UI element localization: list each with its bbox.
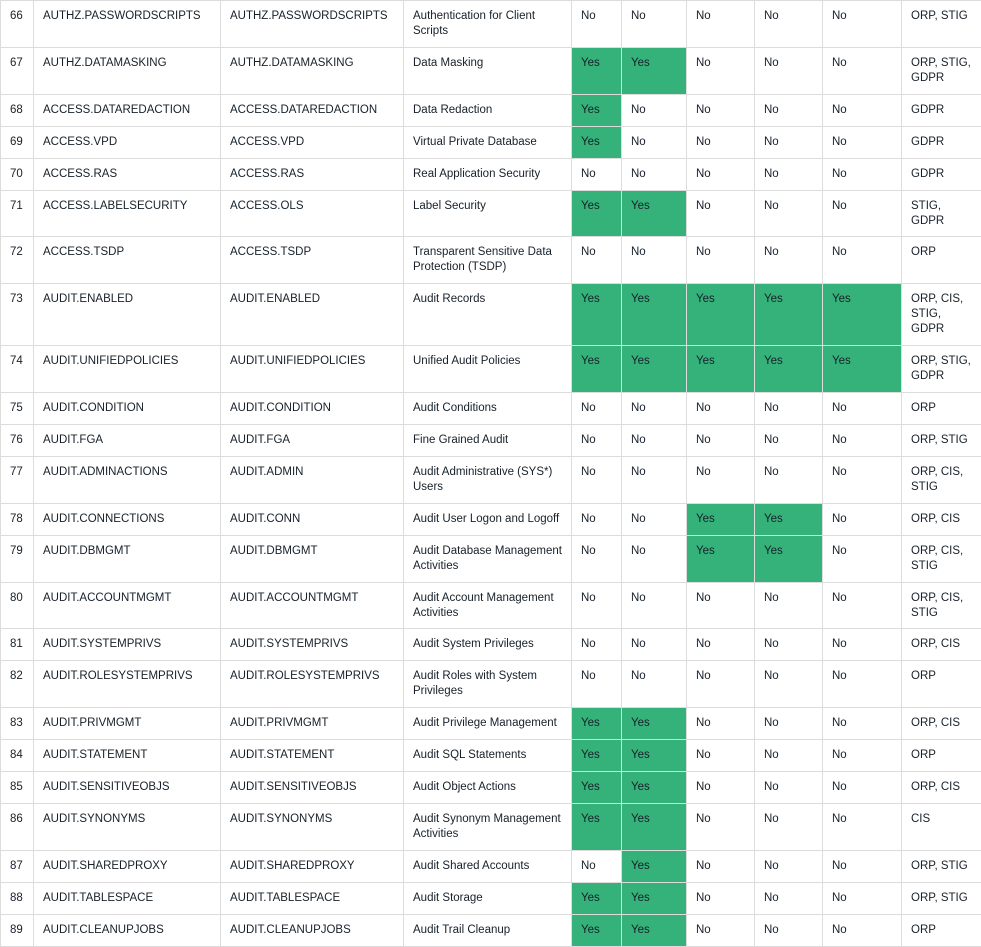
flag-cell-3: Yes bbox=[687, 535, 755, 582]
check-description-cell: Audit User Logon and Logoff bbox=[404, 503, 572, 535]
row-number-cell: 76 bbox=[1, 424, 34, 456]
flag-cell-1: Yes bbox=[572, 882, 622, 914]
standards-cell: ORP, STIG bbox=[902, 850, 981, 882]
row-number-cell: 81 bbox=[1, 629, 34, 661]
check-description-cell: Unified Audit Policies bbox=[404, 346, 572, 393]
check-name-cell: AUDIT.CONNECTIONS bbox=[34, 503, 221, 535]
flag-cell-4: No bbox=[755, 629, 823, 661]
table-row bbox=[1, 708, 981, 740]
table-row bbox=[1, 284, 981, 346]
flag-cell-2: No bbox=[622, 158, 687, 190]
check-alias-cell: AUDIT.SENSITIVEOBJS bbox=[221, 772, 404, 804]
flag-cell-3: No bbox=[687, 804, 755, 851]
flag-cell-3: No bbox=[687, 661, 755, 708]
flag-cell-3: No bbox=[687, 882, 755, 914]
flag-cell-4: No bbox=[755, 424, 823, 456]
flag-cell-4: Yes bbox=[755, 346, 823, 393]
flag-cell-1: Yes bbox=[572, 346, 622, 393]
flag-cell-4: No bbox=[755, 237, 823, 284]
flag-cell-1: Yes bbox=[572, 94, 622, 126]
flag-cell-2: No bbox=[622, 126, 687, 158]
check-name-cell: AUDIT.ROLESYSTEMPRIVS bbox=[34, 661, 221, 708]
check-description-cell: Audit SQL Statements bbox=[404, 740, 572, 772]
table-row bbox=[1, 47, 981, 94]
flag-cell-4: Yes bbox=[755, 284, 823, 346]
flag-cell-1: No bbox=[572, 629, 622, 661]
flag-cell-3: No bbox=[687, 740, 755, 772]
flag-cell-5: No bbox=[823, 661, 902, 708]
row-number-cell: 66 bbox=[1, 1, 34, 48]
check-description-cell: Audit System Privileges bbox=[404, 629, 572, 661]
flag-cell-4: No bbox=[755, 708, 823, 740]
flag-cell-1: No bbox=[572, 661, 622, 708]
check-alias-cell: AUTHZ.DATAMASKING bbox=[221, 47, 404, 94]
standards-cell: ORP bbox=[902, 661, 981, 708]
flag-cell-3: No bbox=[687, 914, 755, 946]
flag-cell-3: No bbox=[687, 708, 755, 740]
check-name-cell: AUDIT.TABLESPACE bbox=[34, 882, 221, 914]
flag-cell-5: No bbox=[823, 94, 902, 126]
check-description-cell: Label Security bbox=[404, 190, 572, 237]
flag-cell-2: No bbox=[622, 503, 687, 535]
flag-cell-4: No bbox=[755, 740, 823, 772]
flag-cell-1: Yes bbox=[572, 804, 622, 851]
check-description-cell: Data Masking bbox=[404, 47, 572, 94]
standards-cell: STIG, GDPR bbox=[902, 190, 981, 237]
check-alias-cell: AUDIT.ENABLED bbox=[221, 284, 404, 346]
row-number-cell: 86 bbox=[1, 804, 34, 851]
flag-cell-3: No bbox=[687, 424, 755, 456]
flag-cell-3: No bbox=[687, 1, 755, 48]
check-description-cell: Audit Conditions bbox=[404, 393, 572, 425]
check-name-cell: ACCESS.VPD bbox=[34, 126, 221, 158]
table-row bbox=[1, 661, 981, 708]
flag-cell-2: No bbox=[622, 629, 687, 661]
check-description-cell: Audit Shared Accounts bbox=[404, 850, 572, 882]
check-name-cell: AUTHZ.PASSWORDSCRIPTS bbox=[34, 1, 221, 48]
flag-cell-2: No bbox=[622, 424, 687, 456]
flag-cell-5: No bbox=[823, 237, 902, 284]
check-name-cell: AUDIT.CONDITION bbox=[34, 393, 221, 425]
flag-cell-2: No bbox=[622, 94, 687, 126]
check-alias-cell: AUDIT.ROLESYSTEMPRIVS bbox=[221, 661, 404, 708]
flag-cell-4: No bbox=[755, 393, 823, 425]
flag-cell-1: Yes bbox=[572, 190, 622, 237]
flag-cell-3: No bbox=[687, 47, 755, 94]
flag-cell-1: No bbox=[572, 424, 622, 456]
standards-cell: CIS bbox=[902, 804, 981, 851]
check-alias-cell: ACCESS.RAS bbox=[221, 158, 404, 190]
table-row bbox=[1, 346, 981, 393]
flag-cell-2: Yes bbox=[622, 284, 687, 346]
standards-cell: ORP, CIS bbox=[902, 503, 981, 535]
flag-cell-2: Yes bbox=[622, 47, 687, 94]
flag-cell-4: No bbox=[755, 582, 823, 629]
flag-cell-2: Yes bbox=[622, 346, 687, 393]
flag-cell-1: No bbox=[572, 456, 622, 503]
table-row bbox=[1, 456, 981, 503]
flag-cell-5: No bbox=[823, 126, 902, 158]
flag-cell-2: Yes bbox=[622, 882, 687, 914]
flag-cell-2: No bbox=[622, 535, 687, 582]
check-description-cell: Real Application Security bbox=[404, 158, 572, 190]
check-name-cell: AUDIT.ENABLED bbox=[34, 284, 221, 346]
table-row bbox=[1, 393, 981, 425]
flag-cell-1: No bbox=[572, 393, 622, 425]
flag-cell-4: Yes bbox=[755, 503, 823, 535]
flag-cell-4: Yes bbox=[755, 535, 823, 582]
flag-cell-3: No bbox=[687, 190, 755, 237]
check-alias-cell: AUDIT.SYNONYMS bbox=[221, 804, 404, 851]
check-name-cell: AUDIT.UNIFIEDPOLICIES bbox=[34, 346, 221, 393]
check-description-cell: Audit Records bbox=[404, 284, 572, 346]
row-number-cell: 84 bbox=[1, 740, 34, 772]
row-number-cell: 68 bbox=[1, 94, 34, 126]
flag-cell-5: No bbox=[823, 850, 902, 882]
check-description-cell: Audit Database Management Activities bbox=[404, 535, 572, 582]
check-name-cell: AUDIT.ADMINACTIONS bbox=[34, 456, 221, 503]
flag-cell-2: Yes bbox=[622, 804, 687, 851]
flag-cell-5: No bbox=[823, 914, 902, 946]
row-number-cell: 73 bbox=[1, 284, 34, 346]
flag-cell-5: No bbox=[823, 393, 902, 425]
row-number-cell: 80 bbox=[1, 582, 34, 629]
table-row bbox=[1, 190, 981, 237]
flag-cell-4: No bbox=[755, 914, 823, 946]
check-name-cell: AUDIT.SENSITIVEOBJS bbox=[34, 772, 221, 804]
check-alias-cell: AUDIT.DBMGMT bbox=[221, 535, 404, 582]
flag-cell-5: No bbox=[823, 882, 902, 914]
flag-cell-2: Yes bbox=[622, 850, 687, 882]
standards-cell: ORP bbox=[902, 393, 981, 425]
flag-cell-5: No bbox=[823, 190, 902, 237]
check-description-cell: Data Redaction bbox=[404, 94, 572, 126]
standards-cell: ORP, CIS bbox=[902, 708, 981, 740]
table-row bbox=[1, 126, 981, 158]
flag-cell-2: Yes bbox=[622, 708, 687, 740]
check-alias-cell: AUDIT.ACCOUNTMGMT bbox=[221, 582, 404, 629]
flag-cell-4: No bbox=[755, 456, 823, 503]
flag-cell-1: Yes bbox=[572, 914, 622, 946]
standards-cell: GDPR bbox=[902, 158, 981, 190]
check-name-cell: AUDIT.FGA bbox=[34, 424, 221, 456]
flag-cell-2: Yes bbox=[622, 914, 687, 946]
table-row bbox=[1, 535, 981, 582]
standards-cell: ORP, STIG bbox=[902, 424, 981, 456]
standards-cell: ORP bbox=[902, 237, 981, 284]
table-row bbox=[1, 772, 981, 804]
flag-cell-1: Yes bbox=[572, 47, 622, 94]
flag-cell-1: No bbox=[572, 850, 622, 882]
standards-cell: ORP, CIS, STIG bbox=[902, 535, 981, 582]
flag-cell-2: No bbox=[622, 237, 687, 284]
check-description-cell: Fine Grained Audit bbox=[404, 424, 572, 456]
flag-cell-3: No bbox=[687, 629, 755, 661]
check-name-cell: AUTHZ.DATAMASKING bbox=[34, 47, 221, 94]
row-number-cell: 78 bbox=[1, 503, 34, 535]
row-number-cell: 67 bbox=[1, 47, 34, 94]
check-alias-cell: ACCESS.TSDP bbox=[221, 237, 404, 284]
check-description-cell: Authentication for Client Scripts bbox=[404, 1, 572, 48]
check-alias-cell: AUDIT.STATEMENT bbox=[221, 740, 404, 772]
flag-cell-4: No bbox=[755, 661, 823, 708]
row-number-cell: 85 bbox=[1, 772, 34, 804]
flag-cell-5: No bbox=[823, 772, 902, 804]
flag-cell-1: Yes bbox=[572, 126, 622, 158]
flag-cell-2: No bbox=[622, 393, 687, 425]
check-description-cell: Audit Storage bbox=[404, 882, 572, 914]
check-alias-cell: AUDIT.SHAREDPROXY bbox=[221, 850, 404, 882]
flag-cell-3: No bbox=[687, 94, 755, 126]
check-description-cell: Audit Administrative (SYS*) Users bbox=[404, 456, 572, 503]
flag-cell-1: Yes bbox=[572, 708, 622, 740]
table-row bbox=[1, 158, 981, 190]
standards-cell: GDPR bbox=[902, 126, 981, 158]
row-number-cell: 82 bbox=[1, 661, 34, 708]
flag-cell-5: No bbox=[823, 47, 902, 94]
table-row bbox=[1, 740, 981, 772]
flag-cell-5: No bbox=[823, 582, 902, 629]
check-alias-cell: AUTHZ.PASSWORDSCRIPTS bbox=[221, 1, 404, 48]
check-description-cell: Transparent Sensitive Data Protection (TSDP) bbox=[404, 237, 572, 284]
flag-cell-3: No bbox=[687, 850, 755, 882]
flag-cell-5: No bbox=[823, 740, 902, 772]
row-number-cell: 83 bbox=[1, 708, 34, 740]
row-number-cell: 75 bbox=[1, 393, 34, 425]
table-row bbox=[1, 424, 981, 456]
flag-cell-2: No bbox=[622, 456, 687, 503]
row-number-cell: 89 bbox=[1, 914, 34, 946]
check-alias-cell: AUDIT.CLEANUPJOBS bbox=[221, 914, 404, 946]
flag-cell-5: No bbox=[823, 535, 902, 582]
standards-cell: ORP, STIG, GDPR bbox=[902, 47, 981, 94]
check-name-cell: ACCESS.DATAREDACTION bbox=[34, 94, 221, 126]
flag-cell-1: No bbox=[572, 503, 622, 535]
row-number-cell: 69 bbox=[1, 126, 34, 158]
flag-cell-3: No bbox=[687, 582, 755, 629]
check-name-cell: ACCESS.RAS bbox=[34, 158, 221, 190]
table-row bbox=[1, 914, 981, 946]
standards-cell: ORP, STIG bbox=[902, 882, 981, 914]
flag-cell-1: No bbox=[572, 582, 622, 629]
flag-cell-1: No bbox=[572, 535, 622, 582]
check-description-cell: Audit Object Actions bbox=[404, 772, 572, 804]
flag-cell-2: Yes bbox=[622, 190, 687, 237]
row-number-cell: 72 bbox=[1, 237, 34, 284]
flag-cell-5: No bbox=[823, 158, 902, 190]
check-name-cell: AUDIT.DBMGMT bbox=[34, 535, 221, 582]
standards-cell: ORP, CIS, STIG bbox=[902, 582, 981, 629]
row-number-cell: 79 bbox=[1, 535, 34, 582]
flag-cell-3: Yes bbox=[687, 346, 755, 393]
check-name-cell: AUDIT.SYNONYMS bbox=[34, 804, 221, 851]
row-number-cell: 77 bbox=[1, 456, 34, 503]
standards-cell: GDPR bbox=[902, 94, 981, 126]
flag-cell-5: No bbox=[823, 708, 902, 740]
check-alias-cell: ACCESS.VPD bbox=[221, 126, 404, 158]
flag-cell-3: No bbox=[687, 126, 755, 158]
flag-cell-1: Yes bbox=[572, 284, 622, 346]
standards-cell: ORP, CIS, STIG, GDPR bbox=[902, 284, 981, 346]
table-body bbox=[1, 1, 981, 947]
table-row bbox=[1, 582, 981, 629]
flag-cell-2: No bbox=[622, 661, 687, 708]
row-number-cell: 71 bbox=[1, 190, 34, 237]
table-row bbox=[1, 804, 981, 851]
flag-cell-3: No bbox=[687, 158, 755, 190]
flag-cell-5: No bbox=[823, 503, 902, 535]
table-row bbox=[1, 882, 981, 914]
flag-cell-4: No bbox=[755, 47, 823, 94]
check-description-cell: Audit Roles with System Privileges bbox=[404, 661, 572, 708]
standards-cell: ORP, STIG bbox=[902, 1, 981, 48]
check-description-cell: Audit Privilege Management bbox=[404, 708, 572, 740]
flag-cell-5: No bbox=[823, 1, 902, 48]
flag-cell-4: No bbox=[755, 94, 823, 126]
flag-cell-3: Yes bbox=[687, 284, 755, 346]
check-alias-cell: AUDIT.ADMIN bbox=[221, 456, 404, 503]
standards-cell: ORP, CIS, STIG bbox=[902, 456, 981, 503]
check-description-cell: Audit Account Management Activities bbox=[404, 582, 572, 629]
table-row bbox=[1, 237, 981, 284]
table-row bbox=[1, 94, 981, 126]
check-alias-cell: AUDIT.UNIFIEDPOLICIES bbox=[221, 346, 404, 393]
standards-cell: ORP, STIG, GDPR bbox=[902, 346, 981, 393]
flag-cell-4: No bbox=[755, 850, 823, 882]
flag-cell-4: No bbox=[755, 158, 823, 190]
check-name-cell: AUDIT.CLEANUPJOBS bbox=[34, 914, 221, 946]
flag-cell-1: Yes bbox=[572, 772, 622, 804]
flag-cell-3: No bbox=[687, 456, 755, 503]
flag-cell-4: No bbox=[755, 126, 823, 158]
flag-cell-3: No bbox=[687, 393, 755, 425]
flag-cell-2: No bbox=[622, 1, 687, 48]
check-name-cell: AUDIT.SHAREDPROXY bbox=[34, 850, 221, 882]
row-number-cell: 74 bbox=[1, 346, 34, 393]
check-description-cell: Audit Synonym Management Activities bbox=[404, 804, 572, 851]
check-alias-cell: AUDIT.CONDITION bbox=[221, 393, 404, 425]
row-number-cell: 70 bbox=[1, 158, 34, 190]
check-alias-cell: AUDIT.PRIVMGMT bbox=[221, 708, 404, 740]
table-row bbox=[1, 850, 981, 882]
check-alias-cell: AUDIT.FGA bbox=[221, 424, 404, 456]
table-row bbox=[1, 629, 981, 661]
check-alias-cell: AUDIT.CONN bbox=[221, 503, 404, 535]
row-number-cell: 88 bbox=[1, 882, 34, 914]
check-name-cell: ACCESS.LABELSECURITY bbox=[34, 190, 221, 237]
flag-cell-5: Yes bbox=[823, 284, 902, 346]
check-description-cell: Audit Trail Cleanup bbox=[404, 914, 572, 946]
standards-cell: ORP, CIS bbox=[902, 772, 981, 804]
flag-cell-3: No bbox=[687, 772, 755, 804]
flag-cell-3: No bbox=[687, 237, 755, 284]
check-alias-cell: AUDIT.SYSTEMPRIVS bbox=[221, 629, 404, 661]
flag-cell-4: No bbox=[755, 1, 823, 48]
flag-cell-5: No bbox=[823, 804, 902, 851]
flag-cell-2: No bbox=[622, 582, 687, 629]
flag-cell-4: No bbox=[755, 882, 823, 914]
flag-cell-1: No bbox=[572, 237, 622, 284]
flag-cell-5: No bbox=[823, 456, 902, 503]
table-row bbox=[1, 503, 981, 535]
check-name-cell: AUDIT.PRIVMGMT bbox=[34, 708, 221, 740]
check-name-cell: AUDIT.STATEMENT bbox=[34, 740, 221, 772]
check-alias-cell: ACCESS.OLS bbox=[221, 190, 404, 237]
check-name-cell: AUDIT.SYSTEMPRIVS bbox=[34, 629, 221, 661]
flag-cell-3: Yes bbox=[687, 503, 755, 535]
standards-cell: ORP bbox=[902, 740, 981, 772]
standards-cell: ORP, CIS bbox=[902, 629, 981, 661]
check-name-cell: ACCESS.TSDP bbox=[34, 237, 221, 284]
check-alias-cell: AUDIT.TABLESPACE bbox=[221, 882, 404, 914]
flag-cell-1: No bbox=[572, 1, 622, 48]
check-name-cell: AUDIT.ACCOUNTMGMT bbox=[34, 582, 221, 629]
row-number-cell: 87 bbox=[1, 850, 34, 882]
flag-cell-2: Yes bbox=[622, 772, 687, 804]
flag-cell-5: No bbox=[823, 629, 902, 661]
check-alias-cell: ACCESS.DATAREDACTION bbox=[221, 94, 404, 126]
flag-cell-4: No bbox=[755, 804, 823, 851]
flag-cell-4: No bbox=[755, 772, 823, 804]
flag-cell-1: No bbox=[572, 158, 622, 190]
flag-cell-5: Yes bbox=[823, 346, 902, 393]
flag-cell-5: No bbox=[823, 424, 902, 456]
flag-cell-4: No bbox=[755, 190, 823, 237]
flag-cell-2: Yes bbox=[622, 740, 687, 772]
check-description-cell: Virtual Private Database bbox=[404, 126, 572, 158]
flag-cell-1: Yes bbox=[572, 740, 622, 772]
standards-cell: ORP bbox=[902, 914, 981, 946]
table-row bbox=[1, 1, 981, 48]
